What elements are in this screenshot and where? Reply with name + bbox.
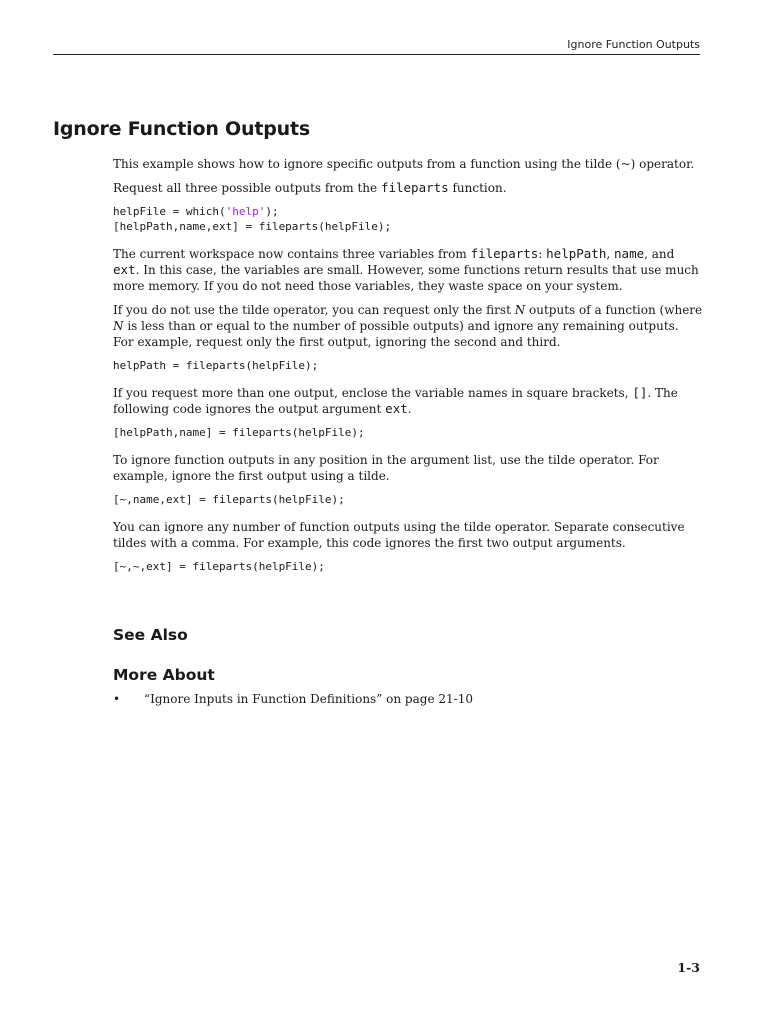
bullet-icon: • <box>113 692 121 706</box>
intro-paragraph: This example shows how to ignore specific outputs from a function using the tilde (~) operator. <box>113 157 695 171</box>
page-number: 1-3 <box>677 960 700 975</box>
code-block-2: helpPath = fileparts(helpFile); <box>113 359 319 372</box>
p4-text-1: If you do not use the tilde operator, you can request only the first <box>113 303 515 317</box>
running-header: Ignore Function Outputs <box>567 38 700 51</box>
see-also-heading: See Also <box>113 626 188 644</box>
p3-text-5: . In this case, the variables are small. However, some functions return results that use much more memory. If you do not need those variables, they waste space on your system. <box>113 263 699 293</box>
more-about-list <box>113 691 473 707</box>
p4-text-3: is less than or equal to the number of possible outputs) and ignore any remaining outputs. For example, request only the first output, ignoring the second and third. <box>113 319 679 349</box>
p3-text-3: , <box>606 247 615 261</box>
code-block-4: [~,name,ext] = fileparts(helpFile); <box>113 493 345 506</box>
page-title: Ignore Function Outputs <box>53 118 310 140</box>
p5-text-2: . The following code ignores the output argument <box>113 386 678 416</box>
code1-line1-b: ); <box>265 205 279 218</box>
code-block-1 <box>113 204 703 234</box>
italic-n-2: N <box>113 319 124 333</box>
main-content <box>113 156 703 586</box>
tilde-position-paragraph: To ignore function outputs in any position in the argument list, use the tilde operator. For example, ignore the first output using a tilde. <box>113 453 659 483</box>
code-block-5: [~,~,ext] = fileparts(helpFile); <box>113 560 325 573</box>
workspace-paragraph <box>113 246 703 294</box>
code1-line1-a: helpFile = which( <box>113 205 226 218</box>
code1-string-literal: 'help' <box>225 205 266 218</box>
consecutive-tildes-paragraph: You can ignore any number of function outputs using the tilde operator. Separate consecutive tildes with a comma. For example, this code ignores the first two output arguments. <box>113 520 685 550</box>
cross-reference-link[interactable]: “Ignore Inputs in Function Definitions” on page 21-10 <box>144 692 473 706</box>
inline-code-ext-2: ext <box>385 401 408 416</box>
p5-text-1: If you request more than one output, enclose the variable names in square brackets, <box>113 386 633 400</box>
p3-text-4: , and <box>644 247 675 261</box>
more-about-heading: More About <box>113 666 215 684</box>
list-item[interactable] <box>113 691 473 707</box>
inline-code-fileparts: fileparts <box>380 180 449 195</box>
p4-text-2: outputs of a function (where <box>525 303 703 317</box>
inline-code-brackets: [] <box>632 385 648 400</box>
first-n-outputs-paragraph <box>113 302 703 350</box>
code-block-3: [helpPath,name] = fileparts(helpFile); <box>113 426 365 439</box>
p3-text-1: The current workspace now contains three variables from <box>113 247 471 261</box>
header-rule <box>53 54 700 55</box>
inline-code-name: name <box>614 246 645 261</box>
inline-code-helppath: helpPath <box>546 246 607 261</box>
square-brackets-paragraph <box>113 385 703 417</box>
inline-code-ext: ext <box>113 262 136 277</box>
italic-n-1: N <box>514 303 526 317</box>
p3-text-2: : <box>538 247 547 261</box>
request-outputs-paragraph <box>113 180 703 196</box>
p5-text-3: . <box>407 402 412 416</box>
p2-text-before: Request all three possible outputs from the <box>113 181 381 195</box>
p2-text-after: function. <box>448 181 507 195</box>
code1-line2: [helpPath,name,ext] = fileparts(helpFile); <box>113 220 392 233</box>
inline-code-fileparts-2: fileparts <box>470 246 539 261</box>
